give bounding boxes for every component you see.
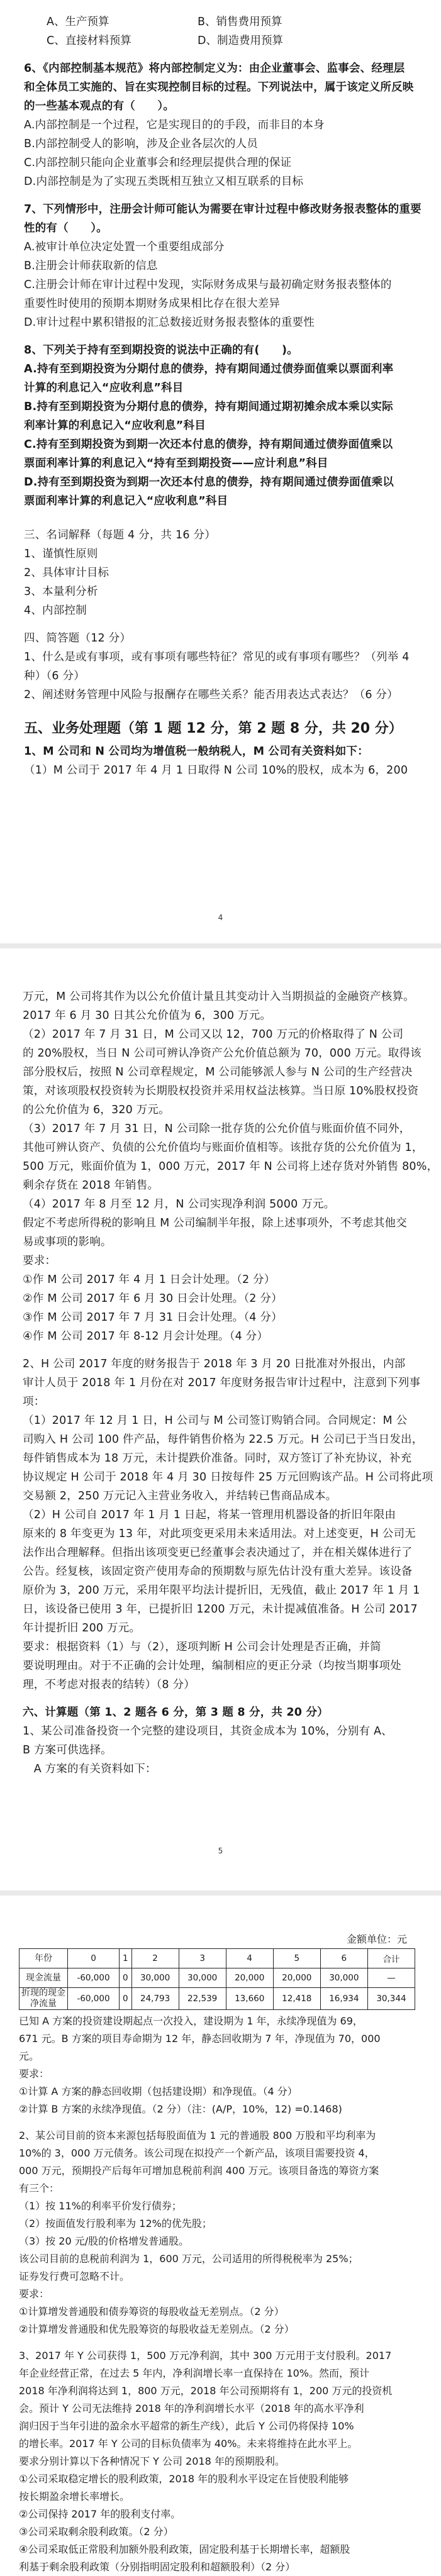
table-cell: 13,660	[226, 1988, 273, 2010]
table-row	[20, 1988, 415, 2010]
table-cell: 24,793	[131, 1988, 179, 2010]
text-line: C.持有至到期投资为到期一次还本付息的债券，持有期间通过债券面值乘以	[24, 438, 393, 451]
text-line: 2、具体审计目标	[24, 567, 109, 579]
text-line: ④作 M 公司 2017 年 8-12 月会计处理。（4 分）	[23, 1330, 269, 1343]
text-line: 会。预计 Y 公司无法维持 2018 年的净利润增长水平（2018 年的高水平净利	[19, 2402, 364, 2414]
spacer	[24, 704, 416, 713]
table-header-cell: 合计	[367, 1949, 415, 1968]
text-line: 剩余存货在 2018 年销售。	[23, 1179, 159, 1192]
text-line: 6、《内部控制基本规范》将内部控制定义为：由企业董事会、监事会、经理层	[24, 62, 405, 75]
text-line: 润归因于当年引进的盈余水平超常的新生产线），此后 Y 公司仍将保持 10%	[19, 2420, 354, 2432]
table-header-cell: 6	[320, 1949, 367, 1968]
text-line: ③作 M 公司 2017 年 7 月 31 日会计处理。（4 分）	[23, 1311, 282, 1324]
table-header-cell: 1	[120, 1949, 132, 1968]
option-text: D、制造费用预算	[198, 35, 283, 47]
spacer	[23, 1346, 413, 1355]
text-line: 4、内部控制	[24, 604, 87, 617]
text-line: 的增长率。2017 年 Y 公司的目标负债率为 40%。未来将维持在此水平上。	[19, 2438, 358, 2450]
page-4	[0, 0, 441, 931]
text-line: 审计人员于 2018 年 1 月份在对 2017 年度财务报告审计过程中，注意到下列事	[23, 1377, 421, 1389]
text-line: 000 万元，预期投产后每年可增加息税前利润 400 万元。该项目备选的筹资方案	[19, 2165, 379, 2177]
cash-flow-table	[19, 1948, 415, 2010]
text-line: 1、什么是或有事项，或有事项有哪些特征？常见的或有事项有哪些？（列举 4	[24, 651, 410, 663]
text-line: 的 20%股权，当日 N 公司可辨认净资产公允价值总额为 70，000 万元。取得该	[23, 1047, 421, 1060]
table-cell: 16,934	[320, 1988, 367, 2010]
text-line: 元。	[19, 2050, 40, 2062]
table-cell: -60,000	[68, 1968, 120, 1988]
text-line: 1、谨慎性原则	[24, 548, 98, 560]
spacer	[19, 2338, 417, 2347]
text-line: 四、简答题（12 分）	[24, 632, 131, 645]
page-4-content	[24, 13, 421, 780]
text-line: A.内部控制是一个过程，它是实现目的的手段，而非目的本身	[24, 119, 325, 131]
text-line: 易或事项的影响。	[23, 1236, 112, 1248]
text-line: 日，该设备已使用 3 年，已提折旧 1200 万元，未计提减值准备。H 公司 2017	[23, 1603, 418, 1616]
text-line: 项：	[23, 1396, 45, 1408]
text-line: 利率计算的利息记入“应收利息”科目	[24, 419, 206, 432]
section-heading: 五、业务处理题（第 1 题 12 分，第 2 题 8 分，共 20 分）	[24, 721, 403, 736]
spacer	[24, 191, 416, 200]
text-line: 利基于剩余股利政策（分别指明固定股利和超额股利）（2 分）	[19, 2561, 296, 2573]
option-row	[24, 31, 416, 50]
text-line: 协议规定 H 公司于 2018 年 4 月 30 日按每件 25 万元回购该产品。H 公司将此项	[23, 1471, 433, 1484]
text-line: 2018 年净利润将达到 1，800 万元，2018 年公司预期将有 1，200 万元的投资机	[19, 2385, 393, 2397]
text-line: （1）M 公司于 2017 年 4 月 1 日取得 N 公司 10%的股权，成本为 6，200	[24, 764, 408, 777]
text-line: （1）2017 年 12 月 1 日，H 公司与 M 公司签订购销合同。合同规定：M 公	[23, 1414, 408, 1427]
text-line: 重要性时使用的预期本期财务成果相比存在很大差异	[24, 297, 281, 310]
text-line: A.持有至到期投资为分期付息的债券，持有期间通过债券面值乘以票面利率	[24, 363, 394, 375]
text-line: ②公司保持 2017 年的股利支付率。	[19, 2508, 181, 2520]
text-line: 原来的 8 年变更为 13 年，对此项变更采用未来适用法。对上述变更，H 公司无	[23, 1528, 416, 1540]
page-5	[0, 966, 441, 1882]
text-line: 要求：	[19, 2068, 50, 2080]
table-cell: 30,000	[179, 1968, 226, 1988]
text-line: 1、M 公司和 N 公司均为增值税一般纳税人，M 公司有关资料如下：	[24, 745, 369, 758]
option-text: C、直接材料预算	[47, 35, 131, 47]
text-line: 按长期盈余增长率增长。	[19, 2490, 130, 2502]
text-line: 该公司目前的息税前利润为 1，600 万元，公司适用的所得税税率为 25%；	[19, 2253, 359, 2265]
text-line: B 方案可供选择。	[23, 1744, 112, 1757]
text-line: 7、下列情形中，注册会计师可能认为需要在审计过程中修改财务报表整体的重要	[24, 203, 421, 216]
text-line: C.内部控制只能向企业董事会和经理层提供合理的保证	[24, 157, 292, 169]
text-line: 要求分别计算以下各种情况下 Y 公司 2018 年的预期股利。	[19, 2455, 285, 2467]
option-text: B、销售费用预算	[198, 16, 282, 28]
text-line: 三、名词解释（每题 4 分，共 16 分）	[24, 529, 216, 541]
table-header-cell: 0	[68, 1949, 120, 1968]
table-header-cell: 5	[273, 1949, 320, 1968]
text-line: 10%的 3，000 万元债务。该公司现在拟投产一个新产品，该项目需要投资 4，	[19, 2147, 375, 2159]
table-cell: 30,000	[320, 1968, 367, 1988]
table-header-cell: 2	[131, 1949, 179, 1968]
text-line: ②计算增发普通股和优先股筹资的每股收益无差别点。（2 分）	[19, 2323, 294, 2335]
table-header-cell: 3	[179, 1949, 226, 1968]
text-line: A.被审计单位决定处置一个重要组成部分	[24, 241, 225, 253]
page-separator	[0, 943, 441, 948]
table-cell: —	[367, 1968, 415, 1988]
text-line: ①公司采取稳定增长的股利政策，2018 年的股利水平设定在旨使股利能够	[19, 2473, 349, 2485]
spacer	[19, 2118, 417, 2127]
text-line: ④公司采取低正常股利加额外股利政策，固定股利基于长期增长率，超额股	[19, 2543, 350, 2555]
text-line: 票面利率计算的利息记入“持有至到期投资——应计利息”科目	[24, 457, 328, 470]
text-line: D.内部控制是为了实现五类既相互独立又相互联系的目标	[24, 175, 304, 188]
text-line: 性的有（ ）。	[24, 222, 108, 235]
table-cell: 22,539	[179, 1988, 226, 2010]
text-line: 种）（6 分）	[24, 670, 85, 682]
text-line: 2、H 公司 2017 年度的财务报告于 2018 年 3 月 20 日批准对外报出，内部	[23, 1358, 406, 1370]
option-row	[24, 13, 416, 31]
text-line: （3）2017 年 7 月 31 日，N 公司除一批存货的公允价值与账面价值不同外，	[23, 1123, 411, 1135]
table-cell: 12,418	[273, 1988, 320, 2010]
text-line: 法作出合理解释。但指出该项变更已经董事会表决通过了，并在相关媒体进行了	[23, 1546, 413, 1559]
text-line: （2）按面值发行股利率为 12%的优先股；	[19, 2218, 212, 2229]
option-text: A、生产预算	[47, 16, 109, 28]
table-cell: -60,000	[68, 1988, 120, 2010]
text-line: 六、计算题（第 1、2 题各 6 分，第 3 题 8 分，共 20 分）	[23, 1706, 328, 1719]
spacer	[24, 620, 416, 629]
table-cell: 30,000	[131, 1968, 179, 1988]
page-number: 5	[218, 1846, 223, 1855]
text-line: 部分股权后，按照 N 公司章程规定，M 公司能够派人参与 N 公司的生产经营决	[23, 1066, 413, 1079]
page-number: 4	[218, 913, 223, 922]
text-line: B.注册会计师获取新的信息	[24, 260, 158, 272]
text-line: 万元，M 公司将其作为以公允价值计量且其变动计入当期损益的金融资产核算。	[23, 991, 415, 1003]
text-line: 和全体员工实施的、旨在实现控制目标的过程。下列说法中，属于该定义所反映	[24, 81, 414, 94]
table-cell: 20,000	[226, 1968, 273, 1988]
text-line: 有三个：	[19, 2182, 60, 2194]
table-header-row	[20, 1949, 415, 1968]
table-row-label: 现金流量	[20, 1968, 68, 1988]
table-header-cell: 年份	[20, 1949, 68, 1968]
text-line: 1、某公司准备投资一个完整的建设项目，其资金成本为 10%，分别有 A、	[23, 1725, 393, 1738]
spacer	[23, 1694, 413, 1703]
text-line: 的一些基本观点的有（ ）。	[24, 100, 175, 113]
text-line: ②计算 B 方案的永续净现值。（2 分）（注：(A/P，10%，12) =0.1468)	[19, 2103, 342, 2115]
table-cell: 30,344	[367, 1988, 415, 2010]
page-5-content	[23, 987, 438, 1779]
text-line: 500 万元，账面价值为 1，000 万元，2017 年 N 公司将上述存货对外销售 80%，	[23, 1160, 438, 1173]
text-line: A 方案的有关资料如下：	[23, 1763, 157, 1775]
text-line: 年计提折旧 200 万元。	[23, 1622, 141, 1635]
text-line: 2017 年 6 月 30 日其公允价值为 6，300 万元。	[23, 1009, 272, 1022]
page-6	[0, 1912, 441, 2573]
table-row	[20, 1968, 415, 1988]
text-line: （4）2017 年 8 月至 12 月，N 公司实现净利润 5000 万元。	[23, 1198, 335, 1211]
table-cell: 20,000	[273, 1968, 320, 1988]
table-cell: 0	[120, 1988, 132, 2010]
text-line: C.注册会计师在审计过程中发现，实际财务成果与最初确定财务报表整体的	[24, 279, 392, 291]
amount-unit: 金额单位：元	[346, 1933, 407, 1945]
text-line: 每件销售成本为 18 万元，未计提跌价准备。同时，双方签订了补充协议，补充	[23, 1452, 412, 1465]
text-line: 其他可辨认资产、负债的公允价值均与账面价值相等。该批存货的公允价值为 1，	[23, 1141, 423, 1154]
spacer	[24, 511, 416, 526]
text-line: 要求：	[23, 1255, 57, 1267]
text-line: 要求：根据资料（1）与（2），逐项判断 H 公司会计处理是否正确，并简	[23, 1641, 381, 1653]
text-line: 票面利率计算的利息记入“应收利息”科目	[24, 495, 228, 508]
text-line: 原价为 3，200 万元，采用年限平均法计提折旧，无残值，截止 2017 年 1 月 1	[23, 1584, 420, 1597]
page-separator	[0, 1890, 441, 1896]
text-line: 公告。经复核，该固定资产使用寿命的预期数与原先估计没有重大差异。该设备	[23, 1565, 413, 1578]
text-line: 司购入 H 公司 100 件产品，每件销售价格为 22.5 万元。H 公司已于当日发出，	[23, 1433, 423, 1446]
text-line: 671 元。B 方案的项目寿命期为 12 年，静态回收期为 7 年，净现值为 70，000	[19, 2033, 381, 2045]
text-line: 理，不考虑对报表的结转）（8 分）	[23, 1679, 195, 1691]
text-line: D.审计过程中累积错报的汇总数接近财务报表整体的重要性	[24, 316, 315, 329]
text-line: （2）2017 年 7 月 31 日，M 公司又以 12，700 万元的价格取得了 N 公司	[23, 1028, 404, 1041]
text-line: （3）按 20 元/股的价格增发普通股。	[19, 2235, 189, 2247]
text-line: （2）H 公司自 2017 年 1 月 1 日起，将某一管理用机器设备的折旧年限由	[23, 1509, 396, 1521]
page-6-content	[19, 2012, 417, 2576]
table-cell: 0	[120, 1968, 132, 1988]
text-line: ②作 M 公司 2017 年 6 月 30 日会计处理。（2 分）	[23, 1292, 282, 1305]
text-line: （1）按 11%的利率平价发行债券；	[19, 2200, 182, 2212]
text-line: 3、2017 年 Y 公司获得 1，500 万元净利润，其中 300 万元用于支付股利。2017	[19, 2350, 392, 2362]
text-line: B.内部控制受人的影响，涉及企业各层次的人员	[24, 138, 258, 150]
text-line: 的公允价值为 6，320 万元。	[23, 1104, 170, 1116]
text-line: 3、本量利分析	[24, 586, 98, 598]
text-line: 证券发行费可忽略不计。	[19, 2270, 130, 2282]
text-line: 已知 A 方案的投资建设期起点一次投入，建设期为 1 年，永续净现值为 69，	[19, 2015, 363, 2027]
text-line: 年企业经营正常，在过去 5 年内，净利润增长率一直保持在 10%。然而，预计	[19, 2367, 370, 2379]
text-line: 要求：	[19, 2288, 50, 2300]
text-line: 要说明理由。对于不正确的会计处理，编制相应的更正分录（均按当期事项处	[23, 1660, 401, 1672]
text-line: ①作 M 公司 2017 年 4 月 1 日会计处理。（2 分）	[23, 1274, 276, 1286]
table-header-cell: 4	[226, 1949, 273, 1968]
text-line: ①计算 A 方案的静态回收期（包括建设期）和净现值。（4 分）	[19, 2085, 298, 2097]
text-line: ①计算增发普通股和债券筹资的每股收益无差别点。（2 分）	[19, 2306, 284, 2318]
text-line: 策，对该项股权投资转为长期股权投资并采用权益法核算。当日原 10%股权投资	[23, 1085, 419, 1097]
text-line: 假定不考虑所得税的影响且 M 公司编制半年报，除上述事项外，不考虑其他交	[23, 1217, 407, 1230]
text-line: 2、某公司目前的资本来源包括每股面值为 1 元的普通股 800 万股和平均利率为	[19, 2129, 376, 2141]
spacer	[24, 332, 416, 341]
text-line: B.持有至到期投资为分期付息的债券，持有期间通过期初摊余成本乘以实际	[24, 401, 393, 413]
text-line: D.持有至到期投资为到期一次还本付息的债券，持有期间通过债券面值乘以	[24, 476, 394, 489]
spacer	[24, 50, 416, 59]
table-row-label: 折现的现金净流量	[20, 1988, 68, 2010]
text-line: 8、下列关于持有至到期投资的说法中正确的有( )。	[24, 344, 298, 357]
text-line: 交易额 2，250 万元记入主营业务收入，并结转已售商品成本。	[23, 1490, 337, 1502]
text-line: 计算的利息记入“应收利息”科目	[24, 382, 184, 394]
text-line: ③公司采取剩余股利政策。（2 分）	[19, 2526, 174, 2538]
text-line: 2、阐述财务管理中风险与报酬存在哪些关系？能否用表达式表达？（6 分）	[24, 689, 398, 701]
